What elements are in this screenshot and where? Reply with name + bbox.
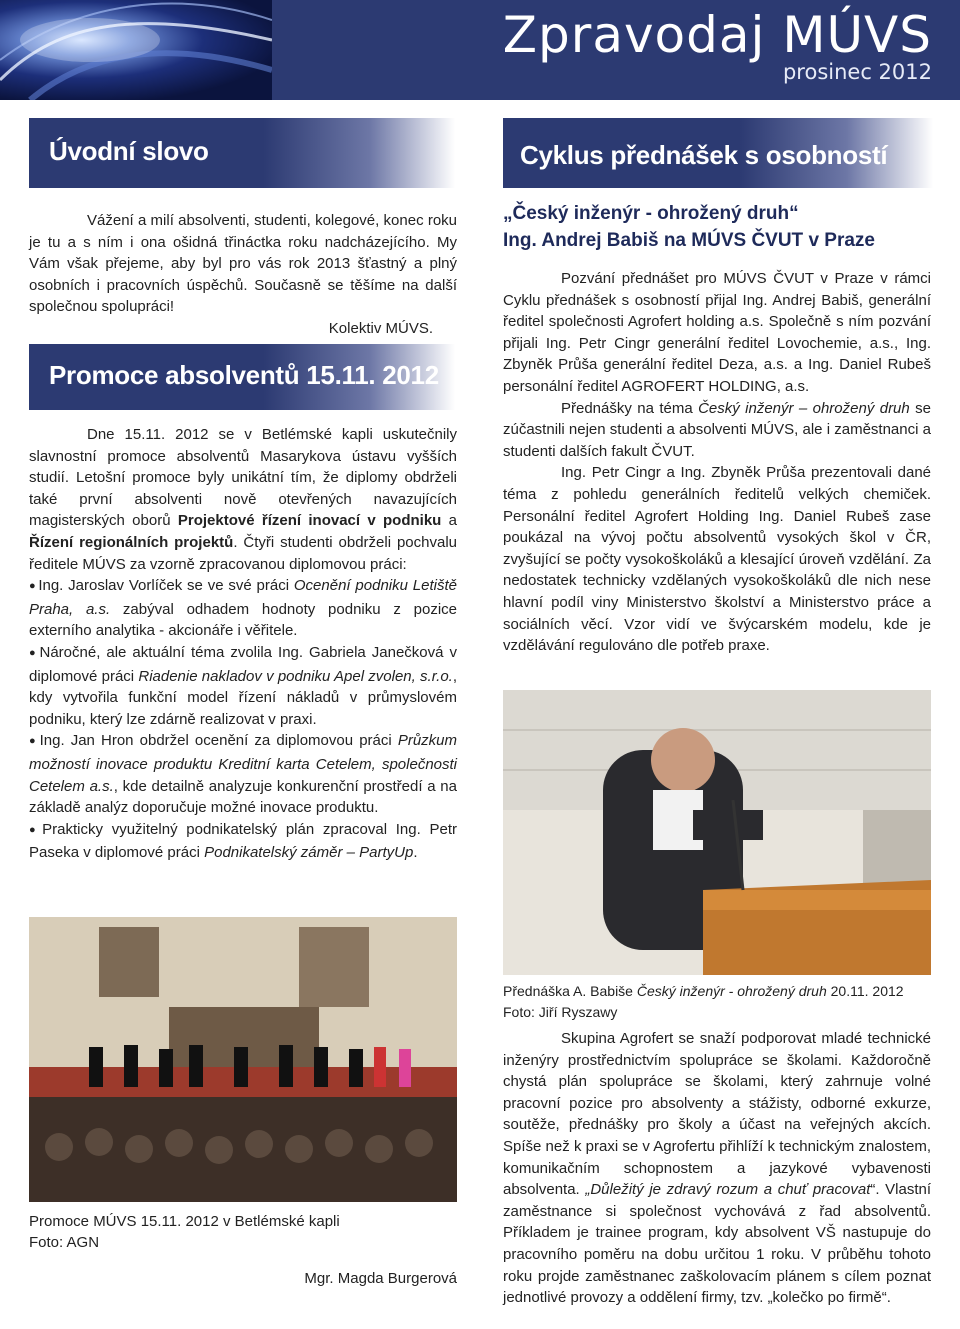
issue-date: prosinec 2012: [782, 60, 932, 84]
intro-signature: Kolektiv MÚVS.: [328, 319, 433, 337]
section-title: Cyklus přednášek s osobností: [520, 140, 888, 170]
list-item: ● Prakticky využitelný podnikatelský plán zpracoval Ing. Petr Paseka v diplomové práci Podnikatelský záměr – PartyUp.: [29, 819, 457, 864]
photo-caption-promoce: Promoce MÚVS 15.11. 2012 v Betlémské kapli Foto: AGN: [29, 1213, 340, 1251]
section-title: Úvodní slovo: [49, 136, 209, 166]
lecture-paragraph: Ing. Petr Cingr a Ing. Zbyněk Průša prezentovali dané téma z pohledu generálních ředitelů velkých chemiček. Personální ředitel Agrofert Holding Ing. Daniel Rubeš zase poukázal na vývoj počtu absolventů vysokých škol v ČR, zvyšující se počty vysokoškoláků a klesající úroveň vzdělání. Za nedostatek technicky vzdělaných vysokoškoláků dle nich nese hlavní podíl viny Ministerstvo školství a Ministerstvo práce a sociálních věcí. Vzor vidí ve švýcarském modelu, kde je vzdělávání regulováno dle potřeb praxe.: [503, 464, 931, 655]
article-author: Mgr. Magda Burgerová: [304, 1270, 457, 1287]
photo-lecture: [503, 690, 931, 975]
promoce-text: [29, 424, 457, 864]
promoce-paragraph: Dne 15.11. 2012 se v Betlémské kapli uskutečnily slavnostní promoce absolventů Masarykova ústavu vyšších studií. Letošní promoce byly unikátní tím, že diplomy obdrželi také první absolventi nově otevřených navazujících magisterských oborů Projektové řízení inovací v podniku a Řízení regionálních projektů. Čtyři studenti obdrželi pochvalu ředitele MÚVS za vzorně zpracovanou diplomovou práci:: [29, 426, 457, 573]
intro-text: [29, 210, 457, 340]
agrofert-paragraph: Skupina Agrofert se snaží podporovat mladé technické inženýry prostřednictvím spolupráce se školami. Každoročně chystá plán spolupráce se školami, který zahrnuje volné pracovní pozice pro absolventy a stážisty, odborné exkurze, soutěže, přednášky pro školy a účast na veřejných akcích. Spíše než k praxi se v Agrofertu přihlíží k technickým znalostem, komunikačním schopnostem a jazykové vybavenosti absolventa. „Důležitý je zdravý rozum a chuť pracovat“. Vlastní zaměstnance si společnost vychovává z řad absolventů. Příkladem je trainee program, kdy absolvent VŠ nastupuje do pracovního poměru na dobu určitou 1 roku. V průběhu tohoto roku projde zaměstnanec zaškolovacím plánem s cílem poznat jednotlivé provozy a oddělení firmy, tzv. „kolečko po firmě“.: [503, 1030, 932, 1307]
lecture-text: [503, 268, 931, 657]
article-subtitle: Ing. Andrej Babiš na MÚVS ČVUT v Praze: [503, 230, 875, 251]
swirl-graphic: [0, 0, 272, 100]
lecture-paragraph: Přednášky na téma Český inženýr – ohrožený druh se zúčastnili nejen studenti a absolventi MÚVS, ale i zaměstnanci a studenti dalších fakult ČVUT.: [503, 399, 931, 460]
list-item: ● Ing. Jan Hron obdržel ocenění za diplomovou práci Průzkum možností inovace produktu Kreditní karta Cetelem, společnosti Cetelem a.s., kde detailně analyzuje konkurenční prostředí a na základě analýz doporučuje možné inovace produktu.: [29, 730, 457, 818]
list-item: ● Ing. Jaroslav Vorlíček se ve své práci Ocenění podniku Letiště Praha, a.s. zabýval odhadem hodnoty podniku z pozice externího analytika - akcionáře i věřitele.: [29, 575, 457, 642]
agrofert-text: [503, 1028, 931, 1309]
section-banner-cyklus: [503, 118, 933, 188]
lecture-photo-graphic: [503, 690, 931, 975]
newsletter-title: Zpravodaj MÚVS: [502, 6, 932, 64]
article-heading: [503, 200, 933, 254]
list-item: ● Náročné, ale aktuální téma zvolila Ing. Gabriela Janečková v diplomové práci Riadenie nakladov v podniku Apel zvolen, s.r.o., kdy vytvořila funkční model řízení nákladů v průmyslovém podniku, který lze zdárně realizovat v praxi.: [29, 642, 457, 730]
intro-paragraph: Vážení a milí absolventi, studenti, kolegové, konec roku je tu a s ním i ona ošidná třináctka roku nadcházejícího. My Vám však přejeme, aby byl pro vás rok 2013 šťastný a plný osobních i pracovních úspěchů. Současně se těšíme na další společnou spolupráci!: [29, 212, 457, 316]
chapel-photo-graphic: [29, 917, 457, 1202]
section-banner-promoce: [29, 344, 455, 410]
photo-caption-lecture: Přednáška A. Babiše Český inženýr - ohrožený druh 20.11. 2012 Foto: Jiří Ryszawy: [503, 983, 904, 1020]
lecture-paragraph: Pozvání přednášet pro MÚVS ČVUT v Praze v rámci Cyklu přednášek s osobností přijal Ing. Andrej Babiš, generální ředitel společnosti Agrofert holding a.s. Společně s ním pozvání přijali Ing. Petr Cingr generální ředitel Lovochemie, a.s., Ing. Zbyněk Průša generální ředitel Deza, a.s. a Ing. Daniel Rubeš personální ředitel AGROFERT HOLDING, a.s.: [503, 270, 931, 395]
header-artwork: [0, 0, 272, 100]
section-banner-intro: [29, 118, 455, 188]
section-title: Promoce absolventů 15.11. 2012: [49, 360, 439, 390]
photo-promoce: [29, 917, 457, 1202]
newsletter-header: [0, 0, 960, 100]
article-title: „Český inženýr - ohrožený druh“: [503, 203, 799, 224]
